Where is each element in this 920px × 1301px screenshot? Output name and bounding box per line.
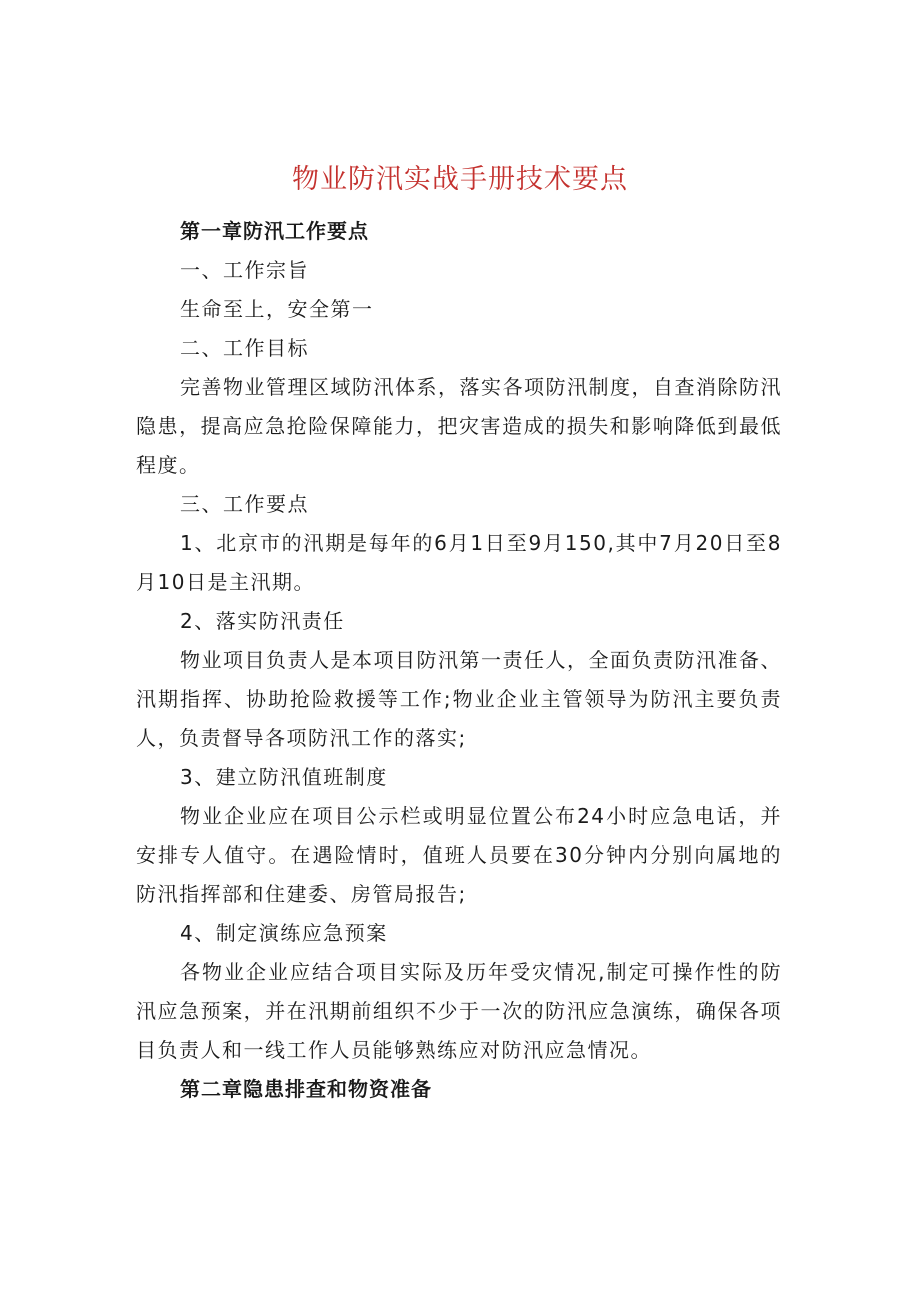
paragraph: 生命至上，安全第一 xyxy=(180,297,374,321)
paragraph: 1、北京市的汛期是每年的6月1日至9月150,其中7月20日至8月10日是主汛期。 xyxy=(136,531,782,594)
document-body xyxy=(136,212,782,1109)
chapter-heading: 第一章防汛工作要点 xyxy=(180,219,369,243)
paragraph: 各物业企业应结合项目实际及历年受灾情况,制定可操作性的防汛应急预案，并在汛期前组织不少于一次的防汛应急演练，确保各项目负责人和一线工作人员能够熟练应对防汛应急情况。 xyxy=(136,960,782,1062)
paragraph: 物业项目负责人是本项目防汛第一责任人，全面负责防汛准备、汛期指挥、协助抢险救援等工作;物业企业主管领导为防汛主要负责人，负责督导各项防汛工作的落实; xyxy=(136,648,782,750)
chapter-heading: 第二章隐患排查和物资准备 xyxy=(180,1077,432,1101)
section-heading: 三、工作要点 xyxy=(180,492,309,516)
subsection-heading: 2、落实防汛责任 xyxy=(180,609,345,633)
paragraph: 物业企业应在项目公示栏或明显位置公布24小时应急电话，并安排专人值守。在遇险情时，值班人员要在30分钟内分别向属地的防汛指挥部和住建委、房管局报告; xyxy=(136,804,782,906)
section-heading: 一、工作宗旨 xyxy=(180,258,309,282)
subsection-heading: 3、建立防汛值班制度 xyxy=(180,765,388,789)
document-title: 物业防汛实战手册技术要点 xyxy=(292,164,628,195)
section-heading: 二、工作目标 xyxy=(180,336,309,360)
subsection-heading: 4、制定演练应急预案 xyxy=(180,921,388,945)
paragraph: 完善物业管理区域防汛体系，落实各项防汛制度，自查消除防汛隐患，提高应急抢险保障能力，把灾害造成的损失和影响降低到最低程度。 xyxy=(136,375,782,477)
